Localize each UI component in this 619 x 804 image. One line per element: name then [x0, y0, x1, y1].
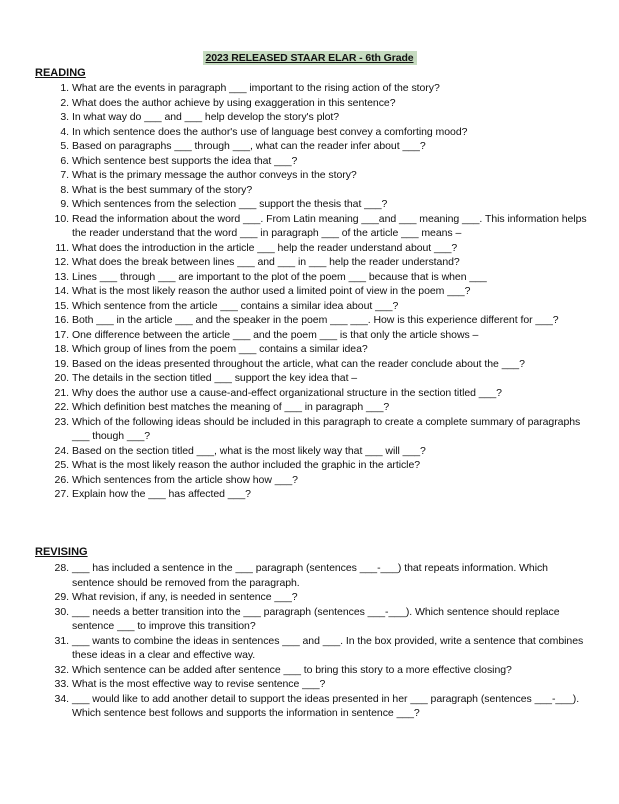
question-text: Lines ___ through ___ are important to the plot of the poem ___ because that is when ___ — [72, 270, 487, 283]
question-text: Which of the following ideas should be included in this paragraph to create a complete summary of paragraphs ___ though ___? — [72, 415, 581, 442]
question-item — [35, 590, 590, 605]
question-number: 20. — [54, 372, 69, 384]
question-item — [35, 692, 590, 721]
question-item — [35, 415, 590, 444]
question-number: 22. — [54, 401, 69, 413]
question-text: Which sentence best supports the idea that ___? — [72, 154, 298, 167]
question-text: What is the most effective way to revise sentence ___? — [72, 678, 326, 690]
question-item — [35, 444, 590, 459]
question-number: 1. — [60, 82, 69, 94]
question-item — [35, 183, 590, 198]
question-text: One difference between the article ___ and the poem ___ is that only the article shows – — [72, 328, 479, 341]
question-number: 33. — [54, 678, 69, 690]
title-container — [0, 48, 619, 66]
question-item — [35, 386, 590, 401]
question-text: In what way do ___ and ___ help develop the story's plot? — [72, 111, 340, 123]
question-number: 14. — [54, 285, 69, 297]
question-text: Based on the ideas presented throughout the article, what can the reader conclude about the ___? — [72, 357, 525, 370]
question-number: 12. — [54, 256, 69, 268]
question-text: What are the events in paragraph ___ important to the rising action of the story? — [72, 82, 440, 94]
question-text: ___ wants to combine the ideas in sentences ___ and ___. In the box provided, write a sentence that combines these ideas in a clear and effective way. — [72, 634, 584, 661]
question-number: 31. — [54, 634, 69, 647]
question-text: What does the introduction in the article ___ help the reader understand about ___? — [72, 241, 458, 254]
question-item — [35, 212, 590, 241]
question-text: The details in the section titled ___ support the key idea that – — [72, 372, 358, 384]
question-number: 11. — [55, 241, 69, 254]
question-item — [35, 241, 590, 256]
question-number: 15. — [54, 299, 69, 312]
question-text: Read the information about the word ___. From Latin meaning ___and ___ meaning ___. This information helps the reader understand that the word ___ in paragraph ___ of the article ___ means – — [72, 212, 587, 239]
question-text: Both ___ in the article ___ and the speaker in the poem ___ ___. How is this experience different for ___? — [72, 314, 559, 326]
question-number: 8. — [60, 183, 69, 196]
question-text: ___ needs a better transition into the ___ paragraph (sentences ___-___). Which sentence should replace sentence ___ to improve this transition? — [72, 605, 560, 632]
question-text: What is the most likely reason the author included the graphic in the article? — [72, 459, 421, 471]
question-item — [35, 458, 590, 473]
question-item — [35, 96, 590, 111]
question-number: 24. — [54, 444, 69, 457]
question-text: What does the break between lines ___ and ___ in ___ help the reader understand? — [72, 256, 460, 268]
question-item — [35, 110, 590, 125]
question-item — [35, 197, 590, 212]
question-text: What revision, if any, is needed in sentence ___? — [72, 591, 298, 603]
question-text: ___ would like to add another detail to support the ideas presented in her ___ paragraph (sentences ___-___). Which sentence best follows and supports the information in sentence ___? — [72, 692, 580, 719]
question-item — [35, 81, 590, 96]
question-number: 25. — [54, 459, 69, 471]
question-number: 13. — [54, 270, 69, 283]
question-item — [35, 400, 590, 415]
question-number: 21. — [54, 386, 69, 399]
question-number: 26. — [54, 473, 69, 486]
question-item — [35, 677, 590, 692]
question-item — [35, 284, 590, 299]
question-number: 9. — [60, 198, 69, 210]
question-number: 27. — [54, 488, 69, 500]
question-text: Which definition best matches the meaning of ___ in paragraph ___? — [72, 401, 390, 413]
question-number: 28. — [54, 562, 69, 574]
question-item — [35, 342, 590, 357]
question-text: Which sentence can be added after sentence ___ to bring this story to a more effective closing? — [72, 663, 512, 676]
question-item — [35, 473, 590, 488]
question-number: 16. — [54, 314, 69, 326]
question-item — [35, 168, 590, 183]
question-text: Based on the section titled ___, what is the most likely way that ___ will ___? — [72, 444, 426, 457]
reading-heading: READING — [35, 67, 86, 79]
question-number: 23. — [54, 415, 69, 428]
question-number: 19. — [54, 357, 69, 370]
question-number: 10. — [54, 212, 69, 225]
question-item — [35, 313, 590, 328]
question-item — [35, 561, 590, 590]
question-number: 18. — [54, 343, 69, 355]
reading-question-list — [35, 81, 590, 502]
question-item — [35, 357, 590, 372]
question-item — [35, 139, 590, 154]
question-number: 29. — [54, 591, 69, 603]
question-number: 6. — [60, 154, 69, 167]
question-item — [35, 371, 590, 386]
question-item — [35, 154, 590, 169]
question-number: 30. — [54, 605, 69, 618]
question-text: Based on paragraphs ___ through ___, what can the reader infer about ___? — [72, 140, 426, 152]
question-number: 4. — [60, 125, 69, 138]
question-item — [35, 605, 590, 634]
question-text: What does the author achieve by using exaggeration in this sentence? — [72, 96, 396, 109]
question-number: 32. — [54, 663, 69, 676]
revising-question-list — [35, 561, 590, 721]
question-item — [35, 270, 590, 285]
question-item — [35, 328, 590, 343]
question-item — [35, 487, 590, 502]
question-text: What is the most likely reason the author used a limited point of view in the poem ___? — [72, 285, 471, 297]
question-text: Why does the author use a cause-and-effect organizational structure in the section titled ___? — [72, 386, 502, 399]
question-item — [35, 255, 590, 270]
question-text: ___ has included a sentence in the ___ paragraph (sentences ___-___) that repeats information. Which sentence should be removed from the paragraph. — [72, 562, 548, 589]
question-number: 2. — [60, 96, 69, 109]
question-number: 34. — [54, 692, 69, 705]
question-text: Which sentences from the selection ___ support the thesis that ___? — [72, 198, 388, 210]
revising-heading: REVISING — [35, 546, 88, 558]
question-item — [35, 125, 590, 140]
question-item — [35, 663, 590, 678]
question-text: What is the primary message the author conveys in the story? — [72, 169, 357, 181]
question-text: Explain how the ___ has affected ___? — [72, 488, 251, 500]
question-number: 7. — [60, 169, 69, 181]
question-number: 3. — [60, 111, 69, 123]
document-title: 2023 RELEASED STAAR ELAR - 6th Grade — [203, 51, 417, 65]
question-item — [35, 634, 590, 663]
question-text: In which sentence does the author's use of language best convey a comforting mood? — [72, 125, 468, 138]
question-number: 17. — [54, 328, 69, 341]
question-number: 5. — [60, 140, 69, 152]
question-text: Which group of lines from the poem ___ contains a similar idea? — [72, 343, 368, 355]
question-text: What is the best summary of the story? — [72, 183, 253, 196]
question-text: Which sentence from the article ___ contains a similar idea about ___? — [72, 299, 399, 312]
question-text: Which sentences from the article show how ___? — [72, 473, 298, 486]
question-item — [35, 299, 590, 314]
